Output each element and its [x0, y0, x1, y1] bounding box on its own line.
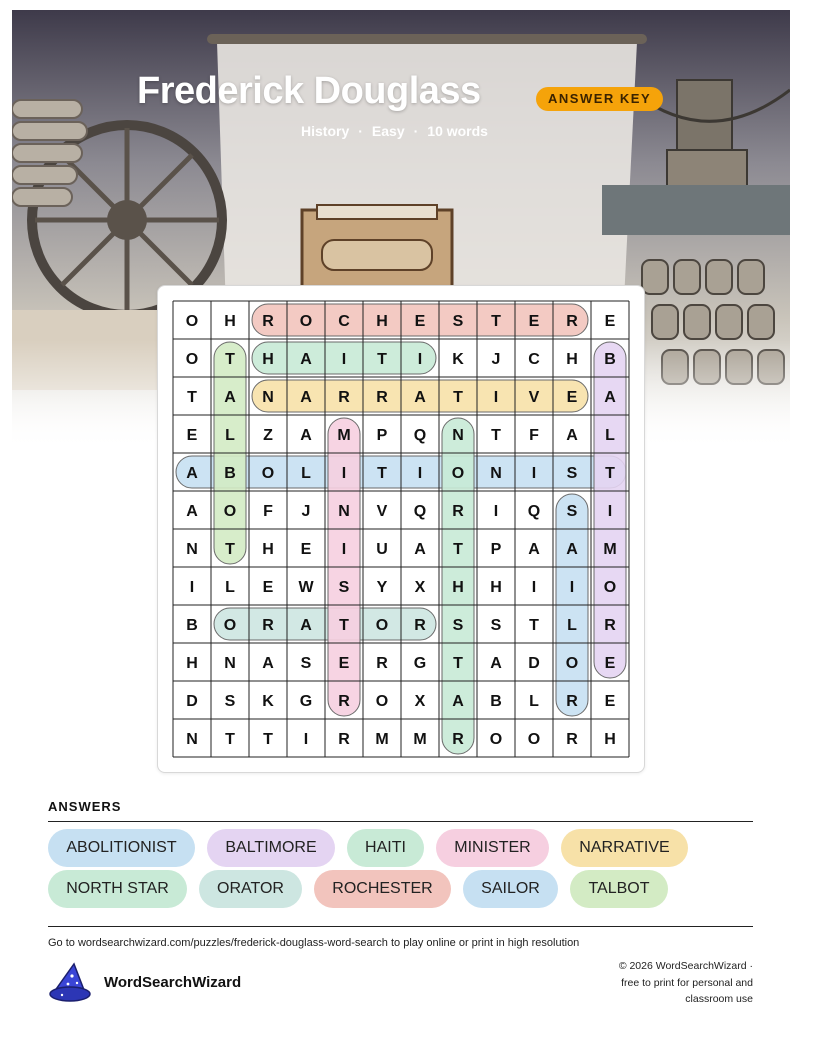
- answer-pill: TALBOT: [570, 870, 668, 908]
- grid-cell-letter: C: [338, 313, 350, 330]
- grid-cell-letter: P: [490, 541, 502, 558]
- word-search-grid: [158, 286, 644, 772]
- grid-cell-letter: P: [376, 427, 388, 444]
- play-online-note: Go to wordsearchwizard.com/puzzles/frederick-douglass-word-search to play online or print in high resolution: [48, 937, 580, 949]
- grid-cell-letter: I: [341, 465, 347, 482]
- grid-cell-letter: A: [300, 389, 312, 406]
- grid-cell-letter: R: [566, 731, 578, 748]
- grid-cell-letter: I: [417, 465, 423, 482]
- grid-cell-letter: H: [490, 579, 502, 596]
- grid-cell-letter: E: [300, 541, 312, 558]
- grid-cell-letter: N: [452, 427, 464, 444]
- grid-cell-letter: L: [301, 465, 311, 482]
- grid-cell-letter: H: [224, 313, 236, 330]
- grid-cell-letter: N: [338, 503, 350, 520]
- grid-cell-letter: I: [569, 579, 575, 596]
- grid-cell-letter: B: [490, 693, 502, 710]
- grid-cell-letter: E: [262, 579, 274, 596]
- grid-cell-letter: A: [414, 389, 426, 406]
- grid-cell-letter: O: [261, 465, 275, 482]
- grid-cell-letter: O: [223, 503, 237, 520]
- grid-cell-letter: T: [529, 617, 539, 634]
- grid-cell-letter: R: [414, 617, 426, 634]
- grid-cell-letter: J: [491, 351, 501, 368]
- grid-cell-letter: S: [566, 465, 578, 482]
- grid-cell-letter: I: [607, 503, 613, 520]
- grid-cell-letter: L: [529, 693, 539, 710]
- answer-key-badge: ANSWER KEY: [536, 87, 663, 111]
- grid-cell-letter: N: [224, 655, 236, 672]
- answer-pill: ROCHESTER: [314, 870, 451, 908]
- grid-cell-letter: T: [263, 731, 273, 748]
- puzzle-meta: [301, 123, 488, 139]
- grid-cell-letter: M: [603, 541, 617, 558]
- grid-cell-letter: I: [531, 579, 537, 596]
- grid-cell-letter: A: [566, 427, 578, 444]
- grid-cell-letter: R: [452, 731, 464, 748]
- grid-cell-letter: A: [414, 541, 426, 558]
- word-count-label: 10 words: [427, 123, 488, 139]
- grid-cell-letter: S: [300, 655, 312, 672]
- grid-cell-letter: T: [491, 313, 501, 330]
- grid-cell-letter: O: [375, 617, 389, 634]
- grid-cell-letter: O: [451, 465, 465, 482]
- grid-cell-letter: T: [225, 731, 235, 748]
- answer-pill: HAITI: [347, 829, 424, 867]
- grid-cell-letter: K: [452, 351, 464, 368]
- grid-cell-letter: E: [338, 655, 350, 672]
- grid-cell-letter: D: [528, 655, 540, 672]
- grid-cell-letter: H: [376, 313, 388, 330]
- grid-cell-letter: T: [605, 465, 615, 482]
- grid-cell-letter: A: [300, 617, 312, 634]
- grid-cell-letter: I: [417, 351, 423, 368]
- grid-cell-letter: H: [566, 351, 578, 368]
- grid-cell-letter: B: [186, 617, 198, 634]
- difficulty-label: Easy: [371, 123, 405, 139]
- grid-cell-letter: I: [493, 503, 499, 520]
- grid-cell-letter: A: [566, 541, 578, 558]
- grid-cell-letter: R: [376, 389, 388, 406]
- grid-cell-letter: E: [528, 313, 540, 330]
- grid-cell-letter: T: [339, 617, 349, 634]
- subject-label: History: [301, 123, 350, 139]
- grid-cell-letter: O: [185, 351, 199, 368]
- grid-cell-letter: T: [453, 541, 463, 558]
- grid-cell-letter: O: [185, 313, 199, 330]
- grid-cell-letter: T: [491, 427, 501, 444]
- grid-cell-letter: A: [300, 427, 312, 444]
- grid-cell-letter: Z: [263, 427, 273, 444]
- grid-cell-letter: I: [493, 389, 499, 406]
- grid-cell-letter: A: [224, 389, 236, 406]
- separator-dot: ·: [413, 123, 419, 139]
- answer-pill: MINISTER: [436, 829, 549, 867]
- grid-cell-letter: D: [186, 693, 198, 710]
- grid-cell-letter: T: [225, 351, 235, 368]
- grid-cell-letter: T: [377, 465, 387, 482]
- grid-cell-letter: H: [452, 579, 464, 596]
- page-title: Frederick Douglass: [137, 70, 481, 112]
- copyright-line: © 2026 WordSearchWizard ·: [618, 960, 753, 972]
- answer-pill: NARRATIVE: [561, 829, 688, 867]
- grid-cell-letter: L: [225, 579, 235, 596]
- grid-cell-letter: S: [224, 693, 236, 710]
- divider: [48, 926, 753, 927]
- grid-cell-letter: T: [453, 655, 463, 672]
- grid-cell-letter: Q: [413, 503, 427, 520]
- grid-cell-letter: J: [301, 503, 311, 520]
- answer-pill: ORATOR: [199, 870, 302, 908]
- grid-cell-letter: A: [452, 693, 464, 710]
- grid-cell-letter: H: [262, 541, 274, 558]
- grid-cell-letter: N: [490, 465, 502, 482]
- grid-cell-letter: H: [604, 731, 616, 748]
- grid-cell-letter: T: [377, 351, 387, 368]
- grid-cell-letter: O: [565, 655, 579, 672]
- grid-cell-letter: H: [262, 351, 274, 368]
- wizard-hat-icon: [48, 962, 94, 1004]
- grid-cell-letter: E: [604, 693, 616, 710]
- grid-cell-letter: I: [303, 731, 309, 748]
- grid-cell-letter: K: [262, 693, 274, 710]
- grid-cell-letter: R: [338, 693, 350, 710]
- grid-cell-letter: A: [186, 503, 198, 520]
- grid-cell-letter: O: [527, 731, 541, 748]
- grid-cell-letter: F: [263, 503, 273, 520]
- copyright-line: free to print for personal and: [621, 976, 753, 989]
- grid-cell-letter: R: [604, 617, 616, 634]
- grid-cell-letter: A: [490, 655, 502, 672]
- grid-cell-letter: E: [186, 427, 198, 444]
- grid-cell-letter: R: [566, 313, 578, 330]
- grid-cell-letter: G: [299, 693, 313, 710]
- grid-cell-letter: U: [376, 541, 388, 558]
- grid-cell-letter: X: [414, 693, 426, 710]
- grid-cell-letter: R: [338, 731, 350, 748]
- grid-cell-letter: E: [604, 313, 616, 330]
- grid-cell-letter: O: [489, 731, 503, 748]
- answer-pill: NORTH STAR: [48, 870, 187, 908]
- grid-cell-letter: A: [604, 389, 616, 406]
- grid-cell-letter: O: [375, 693, 389, 710]
- grid-cell-letter: A: [528, 541, 540, 558]
- grid-cell-letter: N: [186, 541, 198, 558]
- grid-cell-letter: X: [414, 579, 426, 596]
- grid-cell-letter: L: [225, 427, 235, 444]
- grid-cell-letter: V: [376, 503, 388, 520]
- grid-cell-letter: R: [262, 617, 274, 634]
- grid-cell-letter: R: [376, 655, 388, 672]
- grid-cell-letter: M: [375, 731, 389, 748]
- puzzle-card: [157, 285, 645, 773]
- grid-cell-letter: S: [452, 617, 464, 634]
- grid-cell-letter: T: [187, 389, 197, 406]
- grid-cell-letter: T: [453, 389, 463, 406]
- separator-dot: ·: [358, 123, 363, 139]
- answer-pill: ABOLITIONIST: [48, 829, 195, 867]
- answers-heading: ANSWERS: [48, 799, 122, 814]
- grid-cell-letter: S: [490, 617, 502, 634]
- grid-cell-letter: O: [299, 313, 313, 330]
- grid-cell-letter: Q: [527, 503, 541, 520]
- brand-name: WordSearchWizard: [104, 974, 242, 991]
- grid-cell-letter: T: [225, 541, 235, 558]
- grid-cell-letter: E: [604, 655, 616, 672]
- grid-cell-letter: L: [605, 427, 615, 444]
- grid-cell-letter: O: [603, 579, 617, 596]
- grid-cell-letter: B: [224, 465, 236, 482]
- grid-cell-letter: G: [413, 655, 427, 672]
- grid-cell-letter: I: [189, 579, 195, 596]
- grid-cell-letter: E: [414, 313, 426, 330]
- grid-cell-letter: I: [531, 465, 537, 482]
- grid-cell-letter: S: [338, 579, 350, 596]
- answer-pill: BALTIMORE: [207, 829, 335, 867]
- grid-cell-letter: L: [567, 617, 577, 634]
- grid-cell-letter: H: [186, 655, 198, 672]
- grid-cell-letter: A: [262, 655, 274, 672]
- grid-cell-letter: N: [262, 389, 274, 406]
- grid-cell-letter: R: [452, 503, 464, 520]
- grid-cell-letter: B: [604, 351, 616, 368]
- copyright-line: classroom use: [685, 993, 753, 1005]
- grid-cell-letter: S: [566, 503, 578, 520]
- grid-cell-letter: O: [223, 617, 237, 634]
- grid-cell-letter: R: [262, 313, 274, 330]
- grid-cell-letter: A: [186, 465, 198, 482]
- grid-cell-letter: E: [566, 389, 578, 406]
- grid-cell-letter: S: [452, 313, 464, 330]
- grid-cell-letter: I: [341, 351, 347, 368]
- grid-cell-letter: V: [528, 389, 540, 406]
- grid-cell-letter: R: [566, 693, 578, 710]
- copyright-notice: [619, 958, 753, 1008]
- grid-cell-letter: R: [338, 389, 350, 406]
- grid-cell-letter: Y: [376, 579, 388, 596]
- grid-cell-letter: N: [186, 731, 198, 748]
- grid-cell-letter: F: [529, 427, 539, 444]
- grid-cell-letter: M: [413, 731, 427, 748]
- grid-cell-letter: A: [300, 351, 312, 368]
- divider: [48, 821, 753, 822]
- grid-cell-letter: Q: [413, 427, 427, 444]
- grid-cell-letter: M: [337, 427, 351, 444]
- grid-cell-letter: W: [298, 579, 314, 596]
- answer-pill: SAILOR: [463, 870, 558, 908]
- grid-cell-letter: C: [528, 351, 540, 368]
- grid-cell-letter: I: [341, 541, 347, 558]
